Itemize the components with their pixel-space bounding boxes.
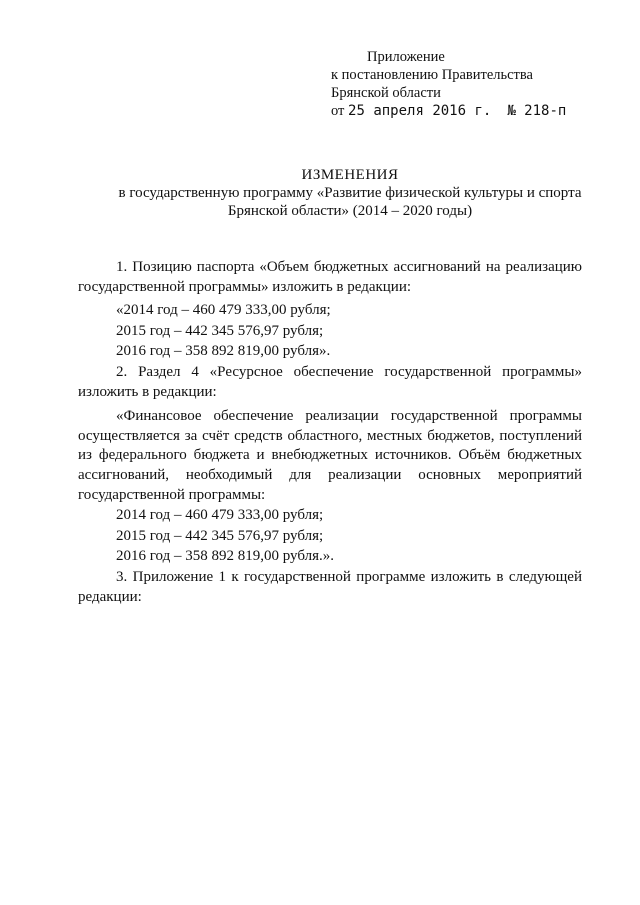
document-body xyxy=(78,258,582,607)
title-main: ИЗМЕНЕНИЯ xyxy=(301,167,399,183)
header-resolution-line: к постановлению Правительства xyxy=(331,67,533,83)
item-2-list-line: 2014 год – 460 479 333,00 рубля; xyxy=(116,507,324,524)
header-appendix-label: Приложение xyxy=(367,49,445,65)
title-line-3: Брянской области» (2014 – 2020 годы) xyxy=(227,203,473,219)
header-date-line xyxy=(331,102,566,120)
header-date: 25 апреля 2016 г. xyxy=(348,103,492,119)
item-1-list-line: 2016 год – 358 892 819,00 рубля». xyxy=(116,343,331,360)
appendix-header xyxy=(331,48,566,120)
header-number: № 218-п xyxy=(507,103,567,119)
document-title xyxy=(60,166,640,220)
header-region-line: Брянской области xyxy=(331,85,441,101)
title-line-2: в государственную программу «Развитие физической культуры и спорта xyxy=(118,185,582,201)
item-3-text: 3. Приложение 1 к государственной программе изложить в следующей редакции: xyxy=(78,568,582,605)
item-1-list-line: «2014 год – 460 479 333,00 рубля; xyxy=(116,302,331,319)
header-date-prefix: от xyxy=(331,103,345,119)
item-2-quote: «Финансовое обеспечение реализации государственной программы осуществляется за счёт средств областного, местных бюджетов, поступлений из федерального бюджета и внебюджетных источников. Объём бюджетных ассигнований, необходимый для реализации основных мероприятий государственной программы: xyxy=(78,408,582,503)
item-1-list-line: 2015 год – 442 345 576,97 рубля; xyxy=(116,322,324,339)
item-2-text: 2. Раздел 4 «Ресурсное обеспечение государственной программы» изложить в редакции: xyxy=(78,363,582,400)
item-1-text: 1. Позицию паспорта «Объем бюджетных ассигнований на реализацию государственной программы» изложить в редакции: xyxy=(78,259,582,295)
item-2-list-line: 2016 год – 358 892 819,00 рубля.». xyxy=(116,548,334,565)
item-2-list-line: 2015 год – 442 345 576,97 рубля; xyxy=(116,527,324,544)
